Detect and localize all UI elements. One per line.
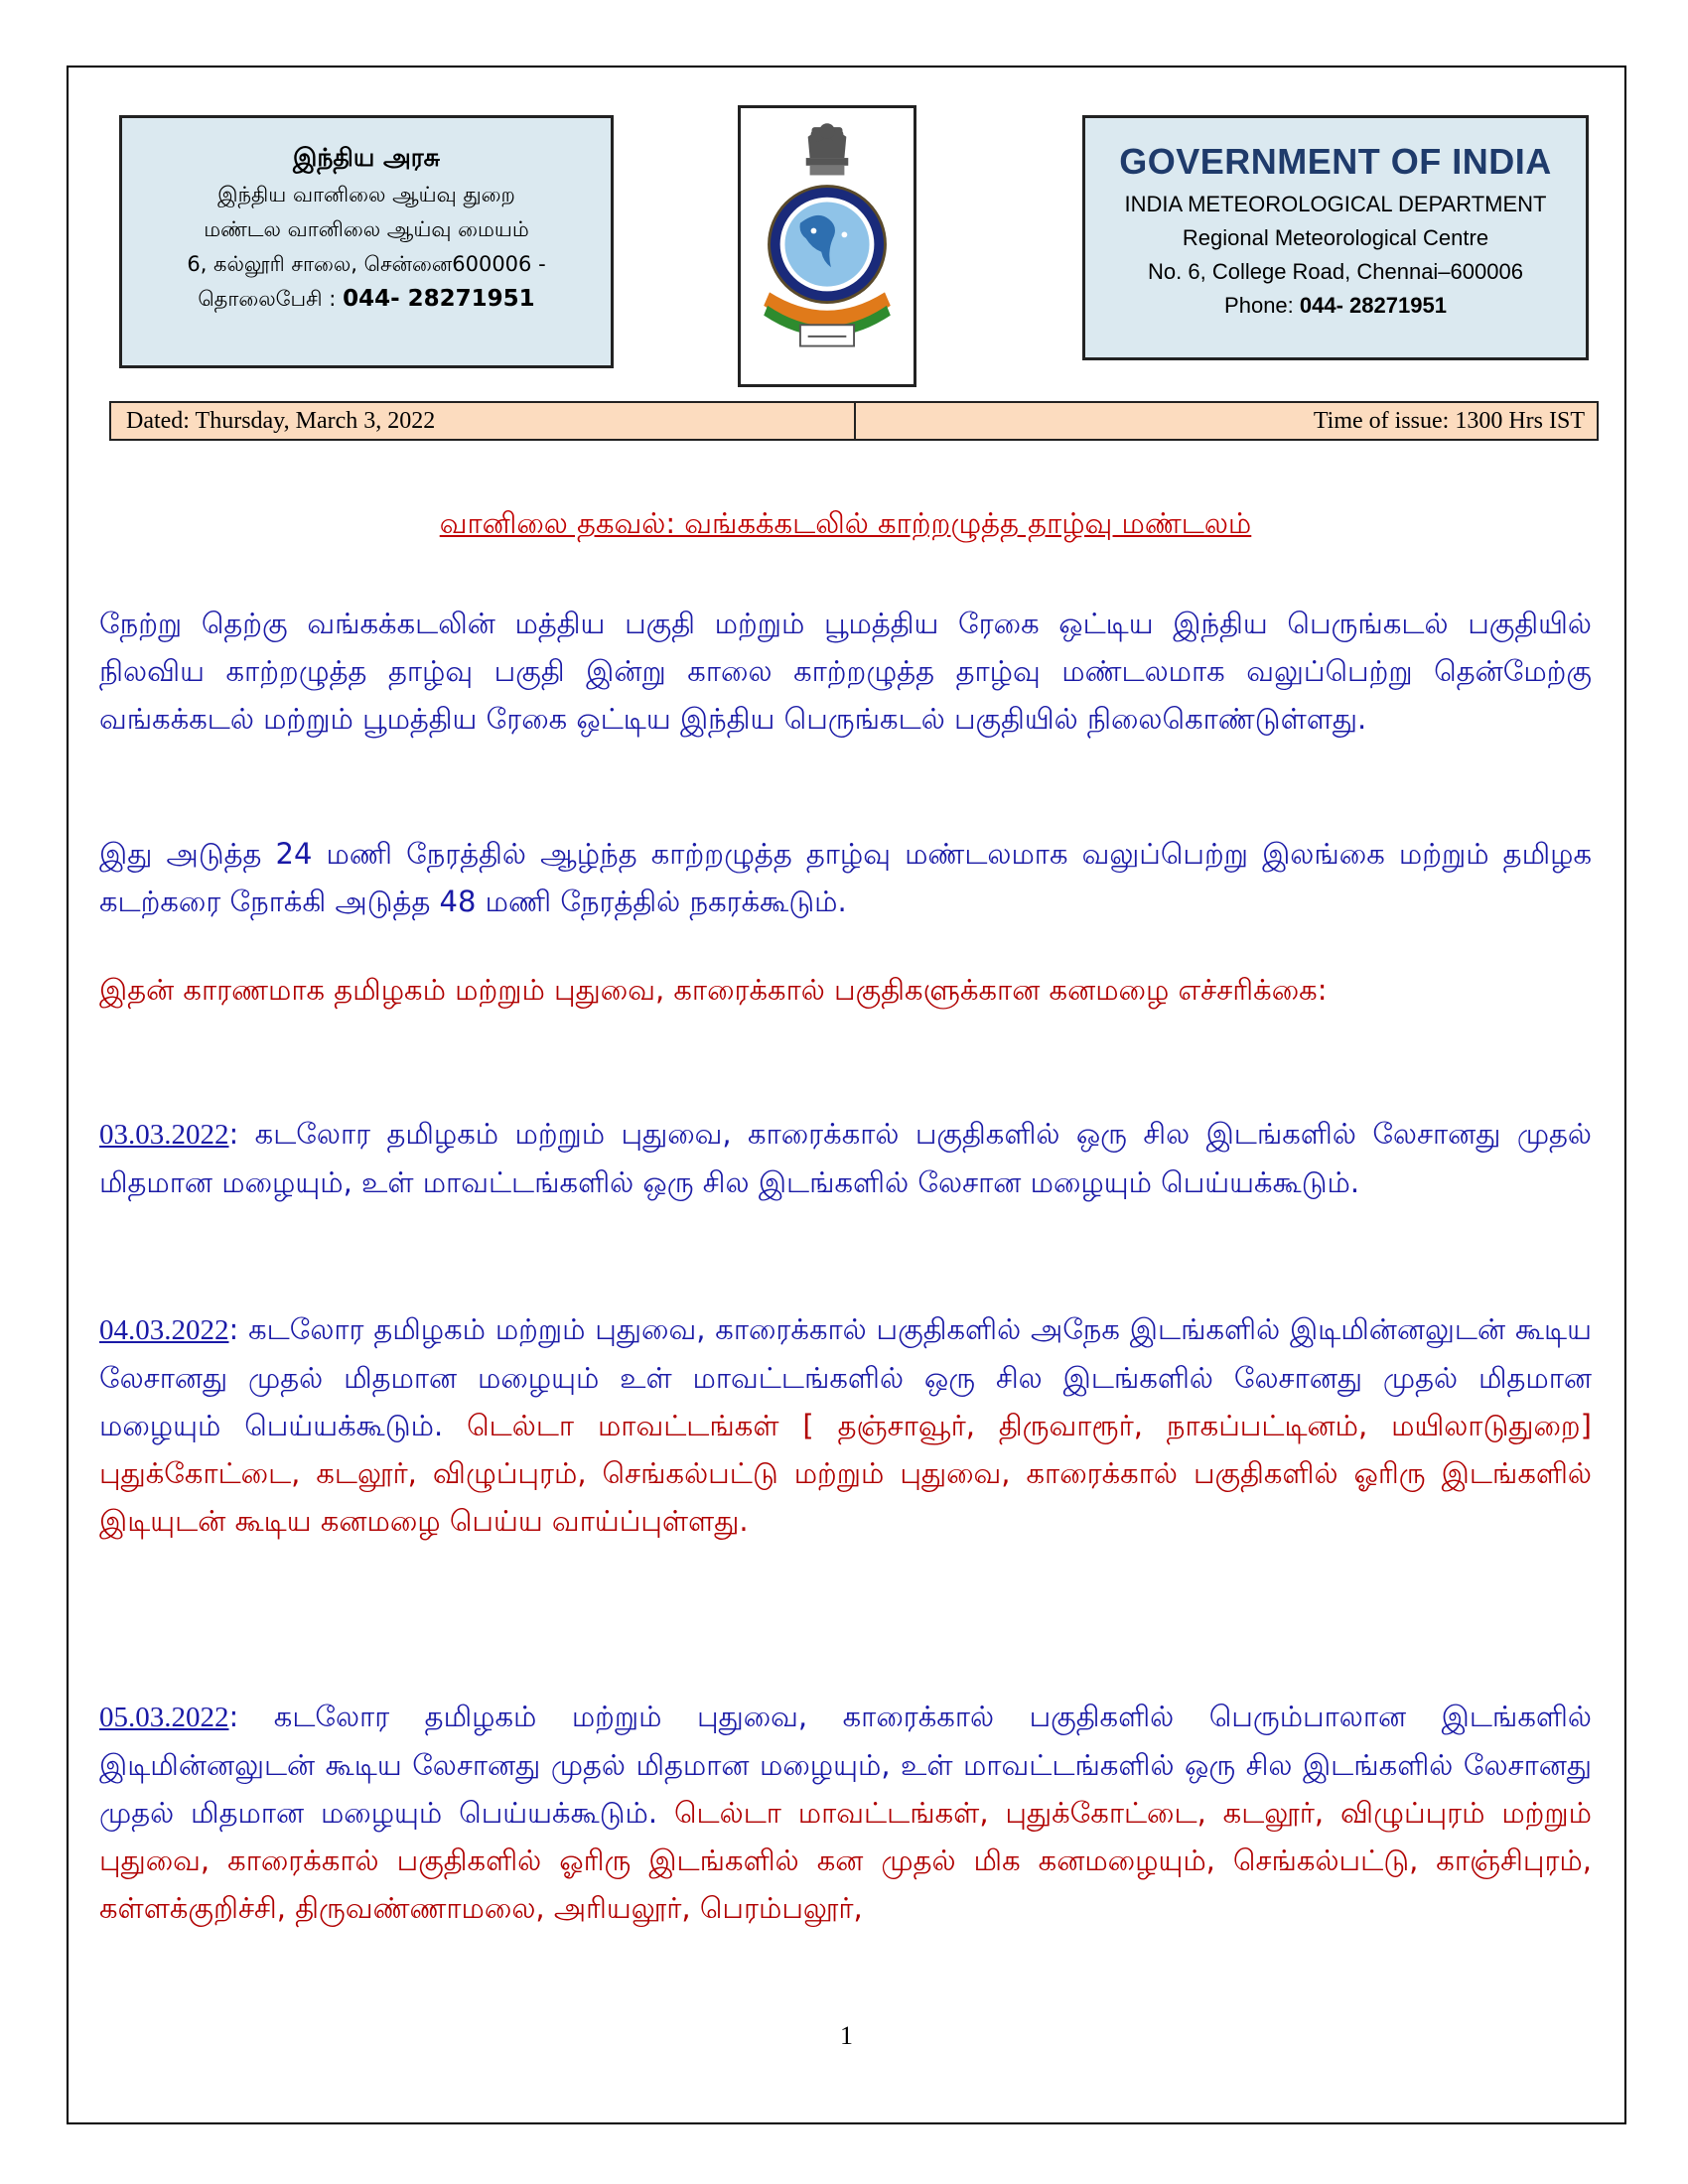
tamil-header-line2: மண்டல வானிலை ஆய்வு மையம் (204, 217, 529, 241)
imd-emblem-icon (738, 105, 916, 387)
paragraph-low-pressure: நேற்று தெற்கு வங்கக்கடலின் மத்திய பகுதி மற்றும் பூமத்திய ரேகை ஒட்டிய இந்திய பெருங்கடல் பகுதியில் நிலவிய காற்றழுத்த தாழ்வு பகுதி இன்று காலை காற்றழுத்த தாழ்வு மண்டலமாக வலுப்பெற்று தென்மேற்கு வங்கக்கடல் மற்றும் பூமத்திய ரேகை ஒட்டிய இந்திய பெருங்கடல் பகுதியில் நிலைகொண்டுள்ளது. (99, 607, 1592, 736)
english-header-title: GOVERNMENT OF INDIA (1119, 141, 1552, 182)
day3-date: 05.03.2022 (99, 1702, 229, 1733)
day2-warning-text: டெல்டா மாவட்டங்கள் [ தஞ்சாவூர், திருவாரூர், நாகப்பட்டினம், மயிலாடுதுறை] புதுக்கோட்டை, கடலூர், விழுப்புரம், செங்கல்பட்டு மற்றும் புதுவை, காரைக்கால் பகுதிகளில் ஓரிரு இடங்களில் இடியுடன் கூடிய கனமழை பெய்ய வாய்ப்புள்ளது. (99, 1409, 1592, 1538)
day3-text: : கடலோர தமிழகம் மற்றும் புதுவை, காரைக்கால் பகுதிகளில் பெரும்பாலான இடங்களில் இடிமின்னலுடன் கூடிய லேசானது முதல் மிதமான மழையும், உள் மாவட்டங்களில் ஒரு சில இடங்களில் லேசானது முதல் மிதமான மழையும் பெய்யக்கூடும். (99, 1700, 1592, 1830)
bulletin-heading: வானிலை தகவல்: வங்கக்கடலில் காற்றழுத்த தாழ்வு மண்டலம் (439, 506, 1252, 540)
day3-warning-text: டெல்டா மாவட்டங்கள், புதுக்கோட்டை, கடலூர், விழுப்புரம் மற்றும் புதுவை, காரைக்கால் பகுதிகளில் ஓரிரு இடங்களில் கன முதல் மிக கனமழையும், செங்கல்பட்டு, காஞ்சிபுரம், கள்ளக்குறிச்சி, திருவண்ணாமலை, அரியலூர், பெரம்பலூர், (99, 1796, 1592, 1925)
date-bar (109, 401, 1599, 441)
english-phone-number: 044- 28271951 (1299, 293, 1447, 318)
day1-forecast (99, 1110, 1592, 1206)
english-header-line3: No. 6, College Road, Chennai–600006 (1148, 259, 1523, 284)
tamil-phone-label: தொலைபேசி : (198, 287, 337, 311)
day1-text: : கடலோர தமிழகம் மற்றும் புதுவை, காரைக்கால் பகுதிகளில் ஒரு சில இடங்களில் லேசானது முதல் மிதமான மழையும், உள் மாவட்டங்களில் ஒரு சில இடங்களில் லேசான மழையும் பெய்யக்கூடும். (99, 1117, 1592, 1199)
day2-date: 04.03.2022 (99, 1314, 229, 1346)
day1-date: 03.03.2022 (99, 1119, 229, 1151)
tamil-header-line1: இந்திய வானிலை ஆய்வு துறை (217, 183, 515, 206)
issue-date: Dated: Thursday, March 3, 2022 (111, 403, 856, 439)
tamil-phone-number: 044- 28271951 (343, 286, 535, 312)
english-header-line2: Regional Meteorological Centre (1182, 225, 1489, 250)
tamil-header-box (119, 115, 614, 368)
tamil-header-phone-line (122, 282, 611, 317)
day2-forecast (99, 1305, 1592, 1545)
page-number: 1 (840, 2021, 853, 2050)
english-header-line1: INDIA METEOROLOGICAL DEPARTMENT (1124, 192, 1547, 216)
day2-text: : கடலோர தமிழகம் மற்றும் புதுவை, காரைக்கால் பகுதிகளில் அநேக இடங்களில் இடிமின்னலுடன் கூடிய லேசானது முதல் மிதமான மழையும் உள் மாவட்டங்களில் ஒரு சில இடங்களில் லேசானது முதல் மிதமான மழையும் பெய்யக்கூடும். (99, 1312, 1592, 1442)
english-header-phone-line (1085, 289, 1586, 323)
document-page (67, 66, 1626, 2124)
english-phone-label: Phone: (1224, 293, 1294, 318)
tamil-header-title: இந்திய அரசு (293, 143, 440, 172)
day3-forecast (99, 1693, 1592, 1932)
issue-time: Time of issue: 1300 Hrs IST (1313, 408, 1585, 434)
paragraph-heavy-rain-warning: இதன் காரணமாக தமிழகம் மற்றும் புதுவை, காரைக்கால் பகுதிகளுக்கான கனமழை எச்சரிக்கை: (99, 973, 1328, 1007)
paragraph-forecast-movement: இது அடுத்த 24 மணி நேரத்தில் ஆழ்ந்த காற்றழுத்த தாழ்வு மண்டலமாக வலுப்பெற்று இலங்கை மற்றும் தமிழக கடற்கரை நோக்கி அடுத்த 48 மணி நேரத்தில் நகரக்கூடும். (99, 837, 1592, 918)
english-header-box (1082, 115, 1589, 360)
tamil-header-line3: 6, கல்லூரி சாலை, சென்னை600006 - (187, 252, 546, 276)
